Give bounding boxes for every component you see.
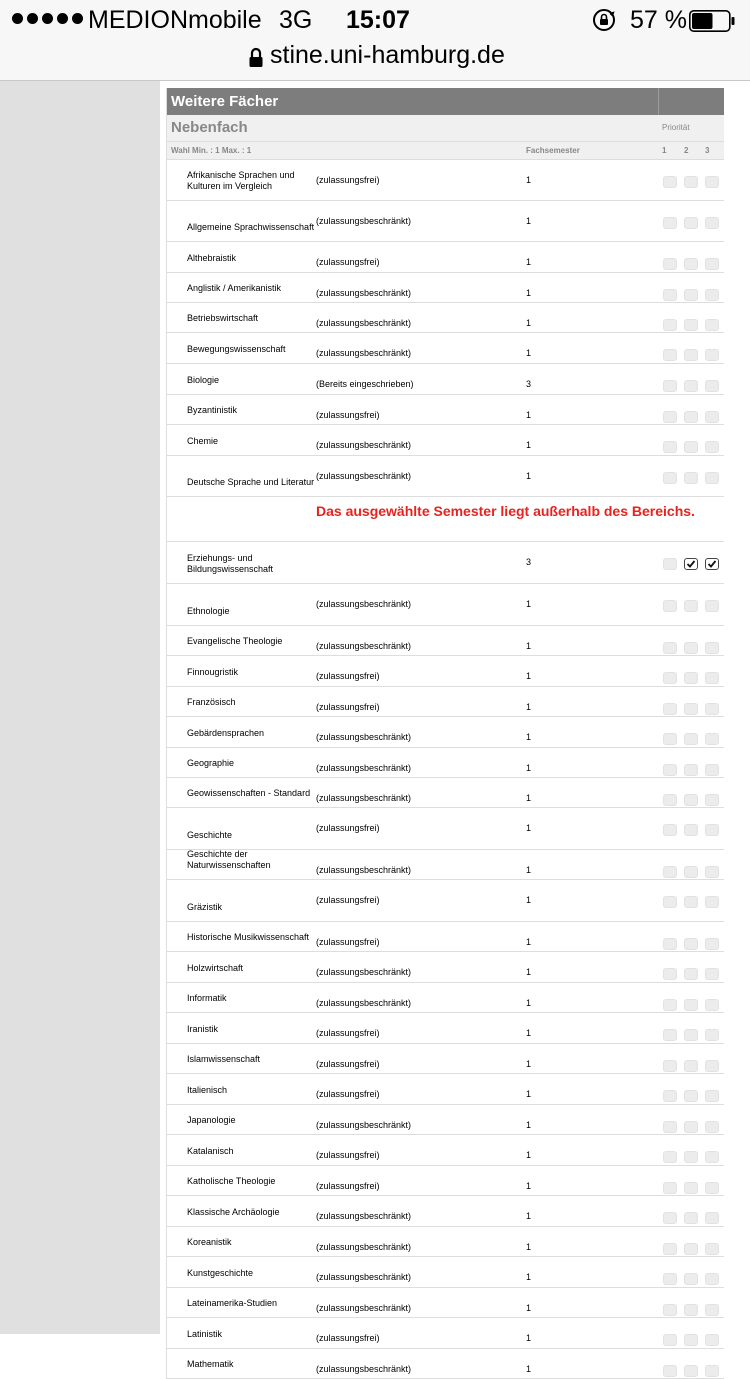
fachsemester-value: 1 — [526, 599, 532, 609]
fachsemester-value: 1 — [526, 998, 532, 1008]
subject-name: Gebärdensprachen — [187, 728, 265, 738]
priority-1-checkbox[interactable] — [663, 349, 677, 361]
admission-status: (zulassungsbeschränkt) — [316, 865, 412, 875]
fachsemester-value: 1 — [526, 641, 532, 651]
priority-2-checkbox[interactable] — [684, 968, 698, 980]
table-row — [167, 364, 724, 395]
priority-3-checkbox[interactable] — [705, 258, 719, 270]
admission-status: (zulassungsbeschränkt) — [316, 732, 412, 742]
table-body — [167, 160, 724, 1379]
priority-2-checkbox[interactable] — [684, 258, 698, 270]
subject-name: Lateinamerika-Studien — [187, 1298, 278, 1308]
priority-3-checkbox[interactable] — [705, 703, 719, 715]
fachsemester-value: 1 — [526, 1333, 532, 1343]
fachsemester-value: 1 — [526, 732, 532, 742]
priority-3-checkbox[interactable] — [705, 1365, 719, 1377]
subject-name: Klassische Archäologie — [187, 1207, 280, 1217]
priority-2-checkbox[interactable] — [684, 319, 698, 331]
table-row — [167, 687, 724, 717]
battery-icon — [689, 10, 735, 32]
error-message: Das ausgewählte Semester liegt außerhalb des Bereichs. — [316, 503, 695, 519]
priority-1-checkbox[interactable] — [663, 999, 677, 1011]
admission-status: (zulassungsfrei) — [316, 823, 380, 833]
fachsemester-value: 1 — [526, 865, 532, 875]
address-bar[interactable] — [0, 41, 750, 81]
admission-status: (zulassungsbeschränkt) — [316, 641, 412, 651]
priority-1-checkbox[interactable] — [663, 1365, 677, 1377]
fachsemester-header: Fachsemester — [526, 146, 580, 155]
priority-3-checkbox[interactable] — [705, 1151, 719, 1163]
admission-status: (zulassungsfrei) — [316, 410, 380, 420]
priority-2-checkbox[interactable] — [684, 1365, 698, 1377]
table-row — [167, 717, 724, 748]
priority-3-checkbox[interactable] — [705, 938, 719, 950]
priority-3-checkbox[interactable] — [705, 1273, 719, 1285]
subject-name: Geographie — [187, 758, 235, 768]
priority-1-checkbox[interactable] — [663, 1212, 677, 1224]
priority-3-checkbox[interactable] — [705, 1121, 719, 1133]
subject-name: Koreanistik — [187, 1237, 232, 1247]
subject-name: Deutsche Sprache und Literatur — [187, 477, 315, 487]
subject-name: Holzwirtschaft — [187, 963, 244, 973]
fachsemester-value: 1 — [526, 1059, 532, 1069]
priority-1-checkbox[interactable] — [663, 176, 677, 188]
admission-status: (zulassungsbeschränkt) — [316, 216, 412, 226]
table-row — [167, 542, 724, 584]
subject-name: Gräzistik — [187, 902, 223, 912]
table-row — [167, 1227, 724, 1257]
checkmark-icon — [686, 559, 696, 569]
subject-name: Afrikanische Sprachen und Kulturen im Vergleich — [187, 170, 295, 191]
priority-3-checkbox[interactable] — [705, 999, 719, 1011]
admission-status: (zulassungsbeschränkt) — [316, 1303, 412, 1313]
admission-status: (zulassungsbeschränkt) — [316, 288, 412, 298]
priority-1-checkbox[interactable] — [663, 672, 677, 684]
priority-3-checkbox[interactable] — [705, 600, 719, 612]
fachsemester-value: 1 — [526, 937, 532, 947]
priority-2-checkbox[interactable] — [684, 1334, 698, 1346]
priority-3-checkbox[interactable] — [705, 1334, 719, 1346]
table-row — [167, 273, 724, 303]
priority-3-checkbox[interactable] — [705, 1029, 719, 1041]
table-row — [167, 1105, 724, 1135]
admission-status: (zulassungsfrei) — [316, 1181, 380, 1191]
subject-name: Anglistik / Amerikanistik — [187, 283, 282, 293]
fachsemester-value: 1 — [526, 1150, 532, 1160]
admission-status: (zulassungsbeschränkt) — [316, 1272, 412, 1282]
priority-1-checkbox[interactable] — [663, 1334, 677, 1346]
priority-1-checkbox[interactable] — [663, 319, 677, 331]
priority-2-checkbox[interactable] — [684, 1243, 698, 1255]
priority-2-checkbox[interactable] — [684, 938, 698, 950]
admission-status: (zulassungsfrei) — [316, 1333, 380, 1343]
priority-2-checkbox[interactable] — [684, 794, 698, 806]
table-row — [167, 425, 724, 456]
table-row — [167, 1166, 724, 1196]
table-row — [167, 1349, 724, 1379]
priority-2-checkbox[interactable] — [684, 824, 698, 836]
subject-name: Chemie — [187, 436, 219, 446]
main-content — [160, 81, 750, 1374]
priority-2-checkbox[interactable] — [684, 1273, 698, 1285]
priority-2-checkbox[interactable] — [684, 411, 698, 423]
table-title-bar — [167, 88, 724, 115]
subject-name: Geschichte der Naturwissenschaften — [187, 849, 271, 870]
rotation-lock-icon — [592, 8, 616, 32]
priority-1-checkbox[interactable] — [663, 733, 677, 745]
admission-status: (zulassungsbeschränkt) — [316, 1120, 412, 1130]
priority-3-checkbox[interactable] — [705, 1060, 719, 1072]
admission-status: (zulassungsfrei) — [316, 937, 380, 947]
priority-1-checkbox[interactable] — [663, 411, 677, 423]
priority-3-checkbox[interactable] — [705, 764, 719, 776]
admission-status: (zulassungsfrei) — [316, 1028, 380, 1038]
priority-3-checkbox[interactable] — [705, 1243, 719, 1255]
priority-1-checkbox[interactable] — [663, 1121, 677, 1133]
subject-name: Althebraistik — [187, 253, 237, 263]
fachsemester-value: 1 — [526, 1364, 532, 1374]
column-header-row — [167, 142, 724, 160]
priority-1-checkbox[interactable] — [663, 703, 677, 715]
subject-name: Islamwissenschaft — [187, 1054, 261, 1064]
priority-1-checkbox[interactable] — [663, 764, 677, 776]
admission-status: (zulassungsbeschränkt) — [316, 793, 412, 803]
admission-status: (zulassungsfrei) — [316, 175, 380, 185]
priority-3-checkbox[interactable] — [705, 217, 719, 229]
fachsemester-value: 3 — [526, 379, 532, 389]
priority-2-checkbox[interactable] — [684, 896, 698, 908]
subject-name: Byzantinistik — [187, 405, 238, 415]
admission-status: (zulassungsbeschränkt) — [316, 471, 412, 481]
priority-1-checkbox[interactable] — [663, 380, 677, 392]
subject-name: Iranistik — [187, 1024, 219, 1034]
priority-1-checkbox[interactable] — [663, 938, 677, 950]
table-row — [167, 456, 724, 497]
priority-3-checkbox[interactable] — [705, 380, 719, 392]
priority-3-checkbox[interactable] — [705, 896, 719, 908]
table-row — [167, 160, 724, 201]
priority-2-checkbox[interactable] — [684, 764, 698, 776]
priority-1-checkbox[interactable] — [663, 896, 677, 908]
priority-1-checkbox[interactable] — [663, 1273, 677, 1285]
wahl-label: Wahl Min. : 1 Max. : 1 — [171, 146, 252, 155]
subject-name: Biologie — [187, 375, 220, 385]
priority-2-checkbox[interactable] — [684, 703, 698, 715]
priority-3-checkbox[interactable] — [705, 866, 719, 878]
admission-status: (zulassungsfrei) — [316, 702, 380, 712]
priority-1-checkbox[interactable] — [663, 1060, 677, 1072]
admission-status: (zulassungsfrei) — [316, 1150, 380, 1160]
priority-3-checkbox[interactable] — [705, 672, 719, 684]
priority-2-checkbox[interactable] — [684, 1060, 698, 1072]
admission-status: (zulassungsbeschränkt) — [316, 998, 412, 1008]
fachsemester-value: 1 — [526, 1089, 532, 1099]
admission-status: (zulassungsbeschränkt) — [316, 967, 412, 977]
priority-3-checkbox[interactable] — [705, 1090, 719, 1102]
priority-col-3: 3 — [705, 146, 710, 155]
subject-name: Geschichte — [187, 830, 233, 840]
subject-name: Informatik — [187, 993, 227, 1003]
priority-3-checkbox[interactable] — [705, 733, 719, 745]
subject-name: Katholische Theologie — [187, 1176, 276, 1186]
table-row — [167, 850, 724, 880]
priority-3-checkbox[interactable] — [705, 411, 719, 423]
priority-1-checkbox[interactable] — [663, 1090, 677, 1102]
admission-status: (Bereits eingeschrieben) — [316, 379, 414, 389]
priority-3-checkbox[interactable] — [705, 642, 719, 654]
subject-name: Französisch — [187, 697, 236, 707]
table-row — [167, 1135, 724, 1166]
priority-1-checkbox[interactable] — [663, 1029, 677, 1041]
status-bar — [0, 0, 750, 44]
table-row — [167, 1288, 724, 1318]
fachsemester-value: 1 — [526, 967, 532, 977]
subject-name: Geowissenschaften - Standard — [187, 788, 311, 798]
admission-status: (zulassungsfrei) — [316, 671, 380, 681]
priority-3-checkbox[interactable] — [705, 794, 719, 806]
priority-2-checkbox[interactable] — [684, 380, 698, 392]
fachsemester-value: 1 — [526, 1242, 532, 1252]
subject-name: Japanologie — [187, 1115, 236, 1125]
table-row — [167, 201, 724, 242]
fachsemester-value: 1 — [526, 175, 532, 185]
admission-status: (zulassungsfrei) — [316, 895, 380, 905]
network-type: 3G — [279, 6, 313, 34]
priority-1-checkbox[interactable] — [663, 642, 677, 654]
priority-3-checkbox[interactable] — [705, 472, 719, 484]
priority-1-checkbox[interactable] — [663, 558, 677, 570]
battery-percentage: 57 % — [630, 6, 687, 34]
priority-2-checkbox[interactable] — [684, 1121, 698, 1133]
priority-1-checkbox[interactable] — [663, 441, 677, 453]
priority-3-checkbox[interactable] — [705, 289, 719, 301]
priority-label: Priorität — [662, 123, 690, 132]
priority-2-checkbox[interactable] — [684, 1182, 698, 1194]
priority-1-checkbox[interactable] — [663, 968, 677, 980]
priority-1-checkbox[interactable] — [663, 1243, 677, 1255]
table-row — [167, 748, 724, 778]
priority-1-checkbox[interactable] — [663, 1304, 677, 1316]
priority-2-checkbox[interactable] — [684, 1212, 698, 1224]
priority-col-2: 2 — [684, 146, 689, 155]
subject-name: Betriebswirtschaft — [187, 313, 259, 323]
fachsemester-value: 1 — [526, 1272, 532, 1282]
fachsemester-value: 1 — [526, 471, 532, 481]
clock: 15:07 — [346, 6, 410, 34]
table-row — [167, 395, 724, 425]
priority-2-checkbox[interactable] — [684, 672, 698, 684]
fachsemester-value: 1 — [526, 216, 532, 226]
subject-name: Ethnologie — [187, 606, 230, 616]
fachsemester-value: 1 — [526, 410, 532, 420]
table-row — [167, 626, 724, 656]
table-row — [167, 242, 724, 273]
table-row — [167, 1196, 724, 1227]
priority-3-checkbox[interactable] — [705, 176, 719, 188]
priority-3-checkbox[interactable] — [705, 1182, 719, 1194]
fachsemester-value: 1 — [526, 1211, 532, 1221]
table-row — [167, 303, 724, 333]
priority-2-checkbox[interactable] — [684, 866, 698, 878]
priority-3-checkbox[interactable] — [705, 319, 719, 331]
signal-dots-icon — [12, 13, 83, 24]
admission-status: (zulassungsbeschränkt) — [316, 1211, 412, 1221]
subject-name: Historische Musikwissenschaft — [187, 932, 310, 942]
priority-2-checkbox[interactable] — [684, 558, 698, 570]
table-row — [167, 778, 724, 808]
admission-status: (zulassungsbeschränkt) — [316, 348, 412, 358]
table-row — [167, 1074, 724, 1105]
priority-2-checkbox[interactable] — [684, 1029, 698, 1041]
subject-name: Mathematik — [187, 1359, 234, 1369]
fachsemester-value: 1 — [526, 671, 532, 681]
table-row — [167, 952, 724, 983]
priority-3-checkbox[interactable] — [705, 441, 719, 453]
table-title: Weitere Fächer — [171, 93, 279, 110]
priority-3-checkbox[interactable] — [705, 558, 719, 570]
fachsemester-value: 1 — [526, 348, 532, 358]
admission-status: (zulassungsfrei) — [316, 1059, 380, 1069]
fachsemester-value: 1 — [526, 1028, 532, 1038]
admission-status: (zulassungsfrei) — [316, 257, 380, 267]
url-text[interactable]: stine.uni-hamburg.de — [270, 41, 505, 69]
priority-2-checkbox[interactable] — [684, 733, 698, 745]
priority-1-checkbox[interactable] — [663, 289, 677, 301]
priority-1-checkbox[interactable] — [663, 1151, 677, 1163]
admission-status: (zulassungsbeschränkt) — [316, 318, 412, 328]
fachsemester-value: 1 — [526, 702, 532, 712]
priority-2-checkbox[interactable] — [684, 1090, 698, 1102]
priority-2-checkbox[interactable] — [684, 600, 698, 612]
table-row — [167, 1044, 724, 1074]
table-subheader — [167, 115, 724, 142]
fachsemester-value: 1 — [526, 793, 532, 803]
priority-3-checkbox[interactable] — [705, 824, 719, 836]
table-row — [167, 983, 724, 1013]
priority-3-checkbox[interactable] — [705, 1304, 719, 1316]
priority-3-checkbox[interactable] — [705, 968, 719, 980]
error-message-row — [167, 497, 724, 542]
admission-status: (zulassungsbeschränkt) — [316, 1242, 412, 1252]
left-panel — [0, 81, 160, 1334]
priority-2-checkbox[interactable] — [684, 176, 698, 188]
admission-status: (zulassungsfrei) — [316, 1089, 380, 1099]
admission-status: (zulassungsbeschränkt) — [316, 599, 412, 609]
subject-table — [166, 88, 724, 1379]
table-row — [167, 656, 724, 687]
priority-2-checkbox[interactable] — [684, 217, 698, 229]
fachsemester-value: 1 — [526, 257, 532, 267]
fachsemester-value: 1 — [526, 763, 532, 773]
fachsemester-value: 1 — [526, 895, 532, 905]
priority-2-checkbox[interactable] — [684, 349, 698, 361]
nebenfach-label: Nebenfach — [171, 119, 248, 136]
fachsemester-value: 1 — [526, 440, 532, 450]
priority-3-checkbox[interactable] — [705, 1212, 719, 1224]
priority-2-checkbox[interactable] — [684, 1304, 698, 1316]
subject-name: Kunstgeschichte — [187, 1268, 254, 1278]
priority-2-checkbox[interactable] — [684, 1151, 698, 1163]
subject-name: Italienisch — [187, 1085, 228, 1095]
priority-2-checkbox[interactable] — [684, 642, 698, 654]
admission-status: (zulassungsbeschränkt) — [316, 440, 412, 450]
priority-1-checkbox[interactable] — [663, 600, 677, 612]
priority-2-checkbox[interactable] — [684, 472, 698, 484]
table-row — [167, 808, 724, 850]
table-row — [167, 922, 724, 952]
fachsemester-value: 1 — [526, 1181, 532, 1191]
fachsemester-value: 1 — [526, 1120, 532, 1130]
table-row — [167, 1257, 724, 1288]
table-row — [167, 1013, 724, 1044]
table-row — [167, 584, 724, 626]
priority-1-checkbox[interactable] — [663, 824, 677, 836]
subject-name: Katalanisch — [187, 1146, 234, 1156]
fachsemester-value: 1 — [526, 288, 532, 298]
admission-status: (zulassungsbeschränkt) — [316, 1364, 412, 1374]
fachsemester-value: 1 — [526, 823, 532, 833]
table-row — [167, 880, 724, 922]
fachsemester-value: 1 — [526, 1303, 532, 1313]
priority-2-checkbox[interactable] — [684, 289, 698, 301]
subject-name: Allgemeine Sprachwissenschaft — [187, 222, 315, 232]
subject-name: Finnougristik — [187, 667, 239, 677]
subject-name: Latinistik — [187, 1329, 223, 1339]
checkmark-icon — [707, 559, 717, 569]
subject-name: Evangelische Theologie — [187, 636, 283, 646]
priority-1-checkbox[interactable] — [663, 472, 677, 484]
priority-col-1: 1 — [662, 146, 667, 155]
priority-1-checkbox[interactable] — [663, 794, 677, 806]
lock-icon — [248, 47, 264, 69]
fachsemester-value: 3 — [526, 557, 532, 567]
priority-3-checkbox[interactable] — [705, 349, 719, 361]
priority-1-checkbox[interactable] — [663, 866, 677, 878]
admission-status: (zulassungsbeschränkt) — [316, 763, 412, 773]
subject-name: Bewegungswissenschaft — [187, 344, 286, 354]
priority-2-checkbox[interactable] — [684, 999, 698, 1011]
priority-1-checkbox[interactable] — [663, 217, 677, 229]
fachsemester-value: 1 — [526, 318, 532, 328]
subject-name: Erziehungs- und Bildungswissenschaft — [187, 553, 274, 574]
table-row — [167, 333, 724, 364]
priority-1-checkbox[interactable] — [663, 1182, 677, 1194]
priority-2-checkbox[interactable] — [684, 441, 698, 453]
priority-1-checkbox[interactable] — [663, 258, 677, 270]
carrier-name: MEDIONmobile — [88, 6, 262, 34]
